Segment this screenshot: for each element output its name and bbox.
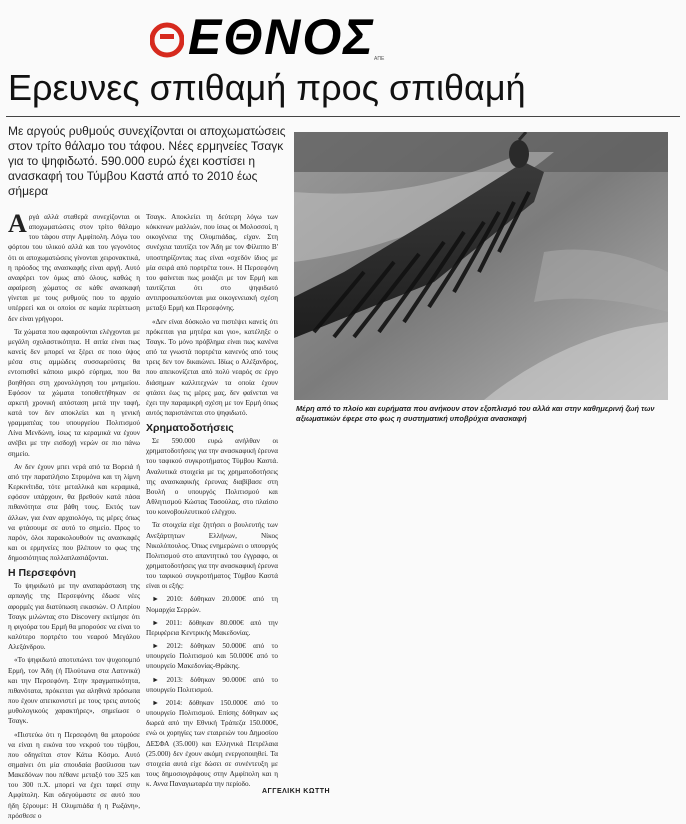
- masthead: [0, 8, 686, 66]
- text-column-2: [146, 212, 278, 792]
- article-subheadline: Με αργούς ρυθμούς συνεχίζονται οι αποχωματώσεις στον τρίτο θάλαμο του τάφου. Νέες ερμηνείες Τσαγκ για το ψηφιδωτό. 590.000 ευρώ έχει κοστίσει η ανασκαφή του Τύμβου Καστά από το 2010 έως σήμερα: [8, 124, 286, 198]
- funding-item: ► 2014: δόθηκαν 150.000€ από το υπουργείο Πολιτισμού. Επίσης δόθηκαν ως δωρεά από την Εθνική Τράπεζα 150.000€, ενώ οι χορηγίες των εταιρειών του Δημοσίου ΔΕΣΦΑ (35.000) και Ελληνικά Πετρέλαια (25.000) δεν έχουν ακόμη ενεργοποιηθεί. Τα στοιχεία αυτά είχε δώσει σε συνέντευξη με τους δημοσιογράφους στην Αμφίπολη και η κ. Αννα Παναγιωταρέα την περίοδο.: [146, 698, 278, 789]
- author-byline: ΑΓΓΕΛΙΚΗ ΚΩΤΤΗ: [262, 788, 331, 795]
- paragraph: Τα στοιχεία είχε ζητήσει ο βουλευτής των Ανεξάρτητων Ελλήνων, Νίκος Νικολόπουλος. Όπως ενημερώνει ο υπουργός Πολιτισμού στο απαντητικό του έγγραφο, οι χρηματοδοτήσεις για την ανασκαφική έρευνα του ταφικού συγκροτήματος Τύμβου Καστά είναι οι εξής:: [146, 521, 278, 591]
- paragraph: Αν δεν έχουν μπει νερά από τα Βορειά ή από την παραπλήσιο Στρυμόνα και τη λίμνη Κερκινίτιδα, τότε μεταλλικά και κεραμικά, εφόσον υπάρχουν, θα βρεθούν κατά πάσα πιθανότητα στα βάθη τους. Εκτός των άλλων, για έναν αρχαιολόγο, τις μέρες όπως να φτάσουμε σε αυτό το σημείο. Προς το παρόν, όλοι παρακολουθούν τις ανασκαφές και οι ερμηνείες που βλέπουν το φως της δημοσιότητας πολλαπλασιάζονται.: [8, 462, 140, 563]
- paragraph: «Το ψηφιδωτό αποτυπώνει τον ψυχοπομπό Ερμή, τον Άδη (ή Πλούτωνα στα Λατινικά) και την Περσεφόνη. Στην πραγματικότητα, πιθανότατα, πρόκειται για αληθινά πρόσωπα που έχουν απεικονιστεί με τους τρεις αυτούς μυθολογικούς χαρακτήρες», σημείωσε ο Τσαγκ.: [8, 656, 140, 726]
- section-heading-funding: Χρηματοδοτήσεις: [146, 422, 234, 435]
- funding-item: ► 2013: δόθηκαν 90.000€ από το υπουργείο Πολιτισμού.: [146, 675, 278, 694]
- text-column-1: [8, 209, 140, 824]
- section-heading-persephone: Η Περσεφόνη: [8, 567, 76, 580]
- shipwreck-photo-icon: [294, 132, 668, 400]
- drop-cap: Α: [8, 209, 27, 238]
- paragraph: Αργά αλλά σταθερά συνεχίζονται οι αποχωματώσεις στον τρίτο θάλαμο του τάφου στην Αμφίπολη. Λόγω του φόρτου του υλικού αλλά και του γεγονότος ότι οι αποχωματώσεις γίνονται χειρονακτικά, η πρόοδος της ανασκαφής είναι αργή. Αυτό αναφέρει τον όμως από όλους, καθώς η αφαίρεση χώματος σε κάθε ανασκαφή γίνεται με τους ρυθμούς που το αρχαίο υπέρρεεί και οι οποίοι σε καμία περίπτωση δεν είναι γρήγοροι.: [8, 209, 140, 323]
- logo-mark-icon: [150, 22, 184, 58]
- paragraph: «Δεν είναι δύσκολο να πιστέψει κανείς ότι πρόκειται για μητέρα και γιο», κατέληξε ο Τσαγκ. Το μόνο πρόβλημα είναι πως κανένα από τα γνωστά πορτρέτα κανενός από τους τρεις δεν τον δικαιώνει. Ιδίως ο Αλέξανδρος, που απεικονίζεται από πολύ νεαρός σε έργο διάσημων καλλιτεχνών τα οποία έχουν φτάσει έως τις μέρες μας, δεν φαίνεται να έχει την παραμικρή σχέση με τον Ερμή όπως αυτός παριστάνεται στο ψηφιδωτό.: [146, 317, 278, 417]
- paragraph: Το ψηφιδωτό με την αναπαράσταση της αρπαγής της Περσεφόνης έδωσε νέες αφορμές για διατύπωση εικασιών. Ο Λιτρίου Τσαγκ μιλώντας στο Discovery εκτίμησε ότι η φιγούρα του Ερμή θα μπορούσε να είναι το καλύτερο πορτρέτο του νεαρού Μεγάλου Αλεξάνδρου.: [8, 582, 140, 652]
- logo-title: ΕΘΝΟΣ: [188, 9, 375, 65]
- paragraph: Τα χώματα που αφαιρούνται ελέγχονται με μεγάλη σχολαστικότητα. Η αιτία είναι πως κανείς δεν μπορεί να ξέρει σε ποιο ύψος μέσα στις αμμώδεις συσσωρεύσεις θα εντοπισθεί κάποιο μικρό εύρημα, που θα βοηθήσει στη χρονολόγηση του μνημείου. Εφόσον τα χώματα τοποθετήθηκαν σε αρκετή χρονική απόσταση μετά την ταφή, κατά τον δεν αποκλείει και η γενική γραμματέας του υπουργείου Πολιτισμού Λίνα Μενδώνη, ίσως τα κεραμικά να έχουν ανέβει με την εισδοχή νερών σε πιο πάνω σημείο.: [8, 327, 140, 458]
- paragraph: Σε 590.000 ευρώ ανήλθαν οι χρηματοδοτήσεις για την ανασκαφική έρευνα του ταφικού συγκροτήματος Τύμβου Καστά. Αναλυτικά στοιχεία με τις χρηματοδοτήσεις της ανασκαφικής έρευνας διαβίβασε στη Βουλή ο υπουργός Πολιτισμού και Αθλητισμού Κώστας Τασούλας, στο πλαίσιο του κοινοβουλευτικού ελέγχου.: [146, 437, 278, 517]
- photo-caption: Μέρη από το πλοίο και ευρήματα που ανήκουν στον εξοπλισμό του αλλά και στην καθημερινή ζωή των αξιωματικών έφερε στο φως η συστηματική υποβρύχια ανασκαφή: [296, 404, 655, 423]
- logo-subtext: ΑΠΕ: [374, 56, 385, 62]
- funding-item: ► 2010: δόθηκαν 20.000€ από τη Νομαρχία Σερρών.: [146, 595, 278, 614]
- paragraph: «Πιστεύω ότι η Περσεφόνη θα μπορούσε να είναι η εικόνα του νεκρού του τύμβου, που οδηγείται στον Κάτω Κόσμο. Αυτό σημαίνει ότι μία σπουδαία βασίλισσα των Μακεδόνων που πέθανε μεταξύ του 325 και του 300 π.Χ. μπορεί να έχει ταφεί στην Αμφίπολη. Και οδεγούμαστε σε αυτό που ήδη ξέρουμε: Η Ολυμπιάδα ή η Ρωξάνη», πρόσθεσε ο: [8, 730, 140, 820]
- shipwreck-photo: [294, 132, 668, 400]
- article-headline: Ερευνες σπιθαμή προς σπιθαμή: [8, 67, 526, 108]
- funding-item: ► 2011: δόθηκαν 80.000€ από την Περιφέρεια Κεντρικής Μακεδονίας.: [146, 618, 278, 637]
- funding-item: ► 2012: δόθηκαν 50.000€ από το υπουργείο Πολιτισμού και 50.000€ από το υπουργείο Μακεδονίας-Θράκης.: [146, 642, 278, 671]
- headline-divider: [6, 116, 680, 117]
- paragraph: Τσαγκ. Αποκλείει τη δεύτερη λόγω των κόκκινων μαλλιών, που ίσως οι Μολοσσοί, η οικογένεια της Ολυμπιάδας, είχαν. Στη συνέχεια ταυτίζει τον Άδη με τον Φίλιππο Β' υποστηρίζοντας πως είναι «σχεδόν ίδιος με μία σειρά από πορτρέτα του». Η Περσεφόνη του φαίνεται πως μοιάζει με τον Ερμή και ταυτίζεται ότι στο ψηφιδωτό αντιπροσωπεύονται μια οικογενειακή σχέση μεταξύ Ερμή και Περσεφόνης.: [146, 213, 278, 313]
